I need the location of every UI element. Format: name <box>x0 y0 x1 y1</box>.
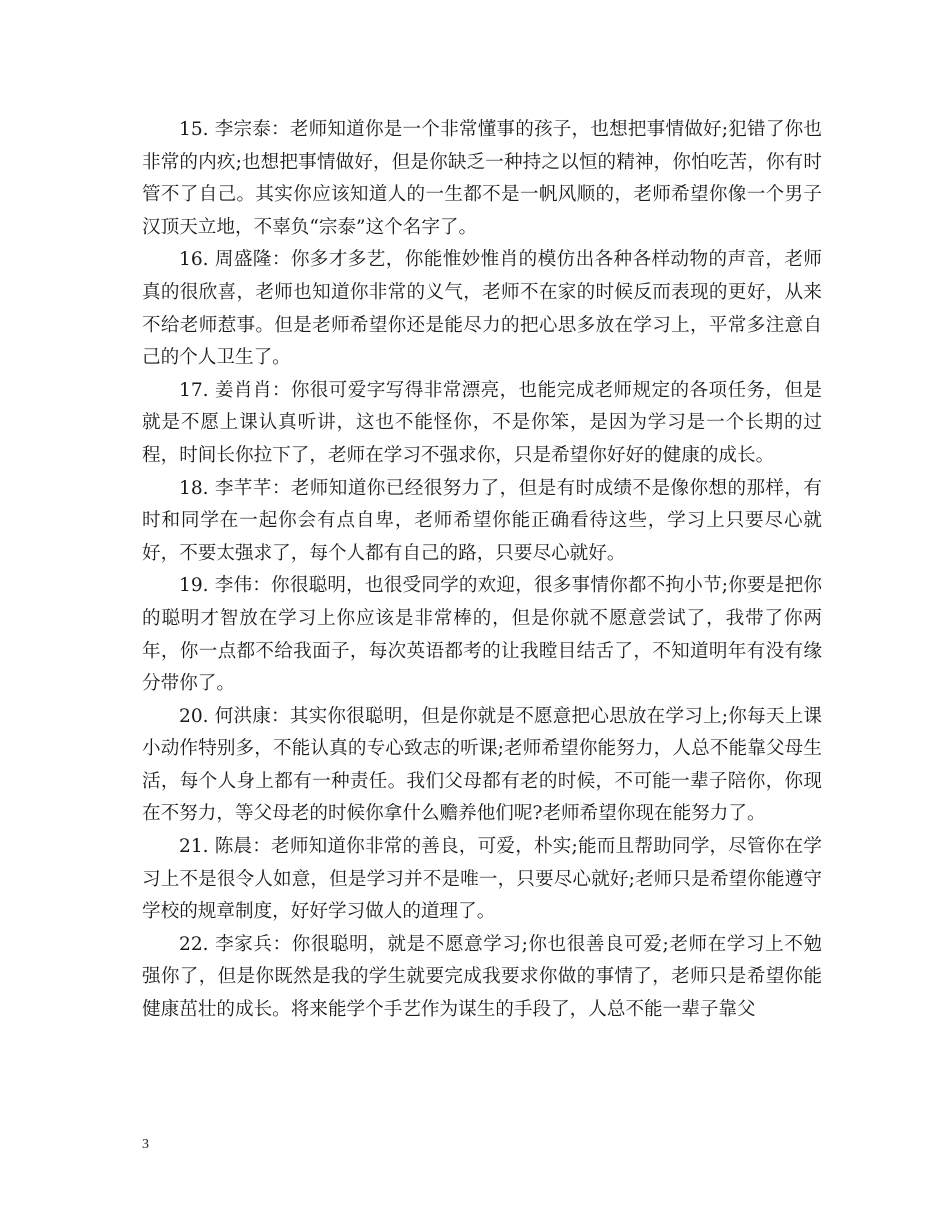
paragraph-text: 何洪康：其实你很聪明，但是你就是不愿意把心思放在学习上;你每天上课小动作特别多，不能认真的专心致志的听课;老师希望你能努力，人总不能靠父母生活，每个人身上都有一种责任。我们父母都有老的时候，不可能一辈子陪你，你现在不努力，等父母老的时候你拿什么赡养他们呢?老师希望你现在能努力了。 <box>142 705 822 825</box>
paragraph-number: 22. <box>179 933 209 955</box>
document-body <box>142 114 822 1027</box>
paragraph-text: 李伟：你很聪明，也很受同学的欢迎，很多事情你都不拘小节;你要是把你的聪明才智放在学习上你应该是非常棒的，但是你就不愿意尝试了，我带了你两年，你一点都不给我面子，每次英语都考的让我瞠目结舌了，不知道明年有没有缘分带你了。 <box>142 575 822 695</box>
paragraph-text: 周盛隆：你多才多艺，你能惟妙惟肖的模仿出各种各样动物的声音，老师真的很欣喜，老师也知道你非常的义气，老师不在家的时候反而表现的更好，从来不给老师惹事。但是老师希望你还是能尽力的把心思多放在学习上，平常多注意自己的个人卫生了。 <box>142 249 822 369</box>
comment-paragraph-20 <box>142 701 822 831</box>
paragraph-number: 16. <box>179 249 209 271</box>
paragraph-number: 15. <box>179 119 209 140</box>
paragraph-number: 20. <box>179 705 209 727</box>
paragraph-text: 李宗泰：老师知道你是一个非常懂事的孩子，也想把事情做好;犯错了你也非常的内疚;也想把事情做好，但是你缺乏一种持之以恒的精神，你怕吃苦，你有时管不了自己。其实你应该知道人的一生都不是一帆风顺的，老师希望你像一个男子汉顶天立地，不辜负“宗泰”这个名字了。 <box>142 119 822 238</box>
paragraph-text: 李芊芊：老师知道你已经很努力了，但是有时成绩不是像你想的那样，有时和同学在一起你会有点自卑，老师希望你能正确看待这些，学习上只要尽心就好，不要太强求了，每个人都有自己的路，只要尽心就好。 <box>142 477 822 564</box>
paragraph-text: 陈晨：老师知道你非常的善良，可爱，朴实;能而且帮助同学，尽管你在学习上不是很令人如意，但是学习并不是唯一，只要尽心就好;老师只是希望你能遵守学校的规章制度，好好学习做人的道理了。 <box>142 836 822 923</box>
page-number: 3 <box>142 1137 149 1152</box>
comment-paragraph-17 <box>142 375 822 473</box>
comment-paragraph-18 <box>142 473 822 571</box>
paragraph-text: 姜肖肖：你很可爱字写得非常漂亮，也能完成老师规定的各项任务，但是就是不愿上课认真听讲，这也不能怪你，不是你笨，是因为学习是一个长期的过程，时间长你拉下了，老师在学习不强求你，只是希望你好好的健康的成长。 <box>142 379 822 466</box>
comment-paragraph-16 <box>142 244 822 374</box>
comment-paragraph-19 <box>142 570 822 700</box>
paragraph-number: 21. <box>179 836 209 858</box>
paragraph-number: 19. <box>179 575 209 597</box>
paragraph-number: 18. <box>179 477 209 499</box>
comment-paragraph-21 <box>142 831 822 929</box>
paragraph-number: 17. <box>179 379 209 401</box>
comment-paragraph-22 <box>142 929 822 1027</box>
paragraph-text: 李家兵：你很聪明，就是不愿意学习;你也很善良可爱;老师在学习上不勉强你了，但是你既然是我的学生就要完成我要求你做的事情了，老师只是希望你能健康茁壮的成长。将来能学个手艺作为谋生的手段了，人总不能一辈子靠父 <box>142 933 822 1021</box>
comment-paragraph-15 <box>142 114 822 244</box>
